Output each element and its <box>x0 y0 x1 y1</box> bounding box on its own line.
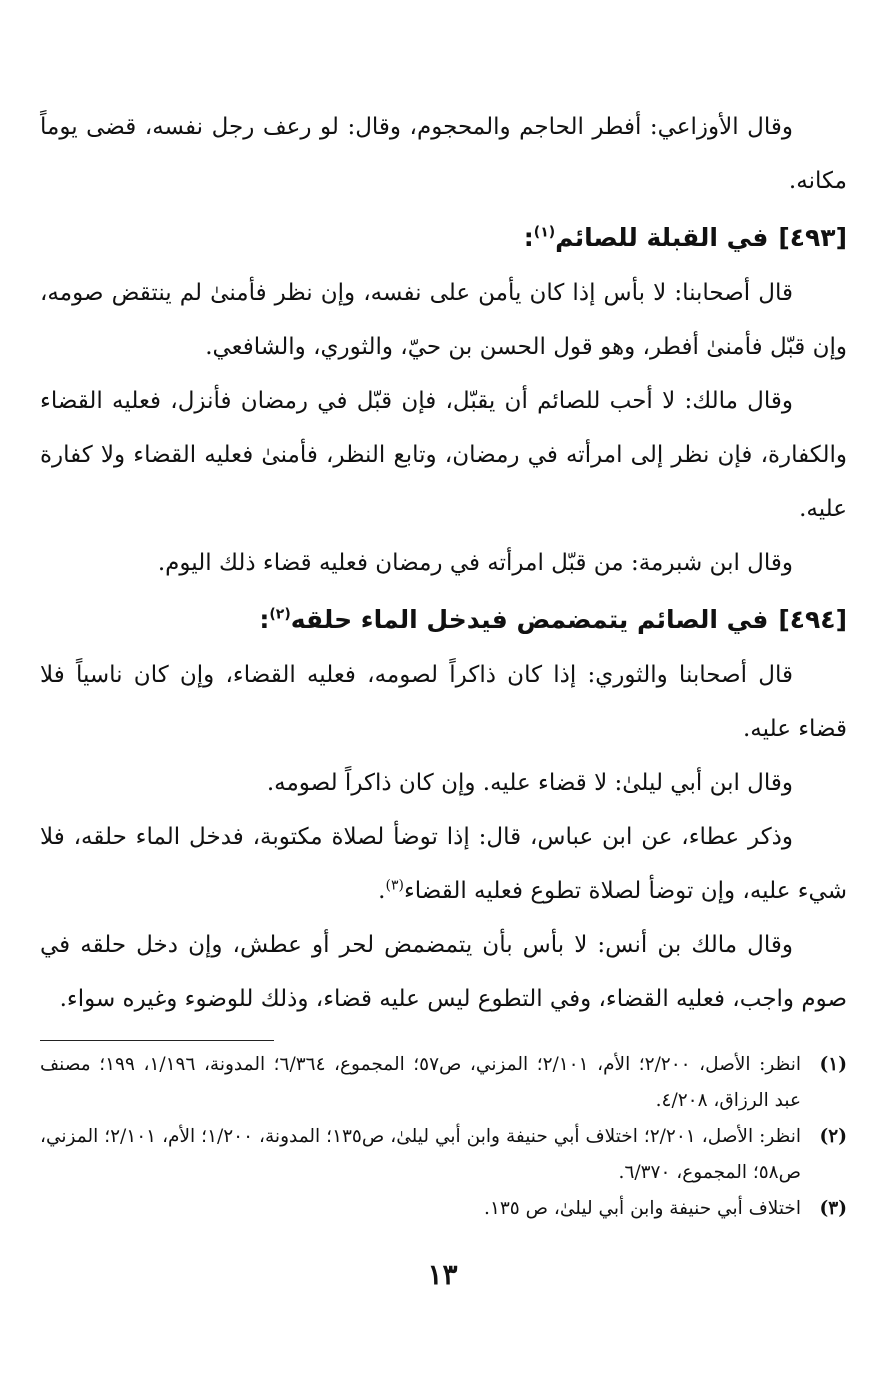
paragraph: وقال ابن شبرمة: من قبّل امرأته في رمضان فعليه قضاء ذلك اليوم. <box>157 550 793 576</box>
footnote-text: انظر: الأصل، ٢/٢٠١؛ اختلاف أبي حنيفة وابن أبي ليلىٰ، ص١٣٥؛ المدونة، ١/٢٠٠؛ الأم، ٢/١٠١؛ المزني، ص٥٨؛ المجموع، ٦/٣٧٠. <box>40 1126 801 1183</box>
footnote-separator <box>40 1040 274 1041</box>
section-title: في القبلة للصائم <box>555 223 769 252</box>
footnote-marker: (٣) <box>819 1198 847 1219</box>
footnote-ref[interactable]: (١) <box>533 224 556 241</box>
paragraph-text: وذكر عطاء، عن ابن عباس، قال: إذا توضأ لصلاة مكتوبة، فدخل الماء حلقه، فلا شيء عليه، وإن توضأ لصلاة تطوع فعليه القضاء <box>40 824 847 904</box>
paragraph: وقال ابن أبي ليلىٰ: لا قضاء عليه. وإن كان ذاكراً لصومه. <box>266 770 793 796</box>
section-heading-494 <box>40 592 847 648</box>
footnote-ref[interactable]: (٢) <box>269 606 291 623</box>
paragraph: قال أصحابنا: لا بأس إذا كان يأمن على نفسه، وإن نظر فأمنىٰ لم ينتقض صومه، وإن قبّل فأمنىٰ أفطر، وهو قول الحسن بن حيّ، والثوري، والشافعي. <box>40 280 847 360</box>
paragraph-end: . <box>378 878 386 904</box>
footnote-text: اختلاف أبي حنيفة وابن أبي ليلىٰ، ص ١٣٥. <box>484 1198 801 1219</box>
heading-colon: : <box>259 605 270 634</box>
section-title: في الصائم يتمضمض فيدخل الماء حلقه <box>290 605 769 634</box>
footnotes <box>40 1047 847 1227</box>
paragraph-awzai: وقال الأوزاعي: أفطر الحاجم والمحجوم، وقال: لو رعف رجل نفسه، قضى يوماً مكانه. <box>40 114 847 194</box>
section-heading-493 <box>40 210 847 266</box>
footnote-item <box>40 1191 847 1227</box>
footnote-marker: (١) <box>819 1054 847 1075</box>
page-number: ١٣ <box>427 1258 458 1291</box>
heading-colon: : <box>523 223 534 252</box>
footnote-marker: (٢) <box>819 1126 847 1147</box>
paragraph: وقال مالك بن أنس: لا بأس بأن يتمضمض لحر أو عطش، وإن دخل حلقه في صوم واجب، فعليه القضاء، وفي التطوع ليس عليه قضاء، وذلك للوضوء وغيره سواء. <box>40 932 847 1012</box>
footnote-item <box>40 1047 847 1119</box>
section-number: [٤٩٣] <box>778 223 847 252</box>
footnote-ref[interactable]: (٣) <box>385 877 404 894</box>
paragraph: وقال مالك: لا أحب للصائم أن يقبّل، فإن قبّل في رمضان فأنزل، فعليه القضاء والكفارة، فإن نظر إلى امرأته في رمضان، وتابع النظر، فأمنىٰ فعليه القضاء ولا كفارة عليه. <box>40 388 847 522</box>
footnote-text: انظر: الأصل، ٢/٢٠٠؛ الأم، ٢/١٠١؛ المزني، ص٥٧؛ المجموع، ٦/٣٦٤؛ المدونة، ١/١٩٦، ١٩٩؛ مصنف عبد الرزاق، ٤/٢٠٨. <box>40 1054 801 1111</box>
paragraph <box>40 810 847 918</box>
footnote-item <box>40 1119 847 1191</box>
section-number: [٤٩٤] <box>778 605 847 634</box>
paragraph: قال أصحابنا والثوري: إذا كان ذاكراً لصومه، فعليه القضاء، وإن كان ناسياً فلا قضاء عليه. <box>40 662 847 742</box>
